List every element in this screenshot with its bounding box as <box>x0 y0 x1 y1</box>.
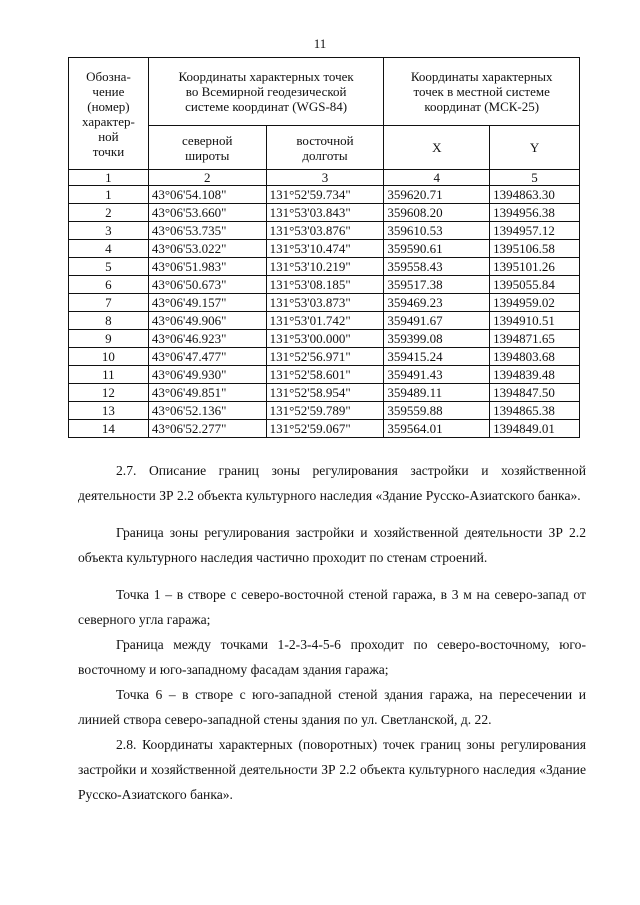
header-longitude: восточной долготы <box>266 126 384 170</box>
x-cell: 359489.11 <box>384 384 490 402</box>
longitude-cell: 131°52'59.734" <box>266 186 384 204</box>
latitude-cell: 43°06'49.906" <box>148 312 266 330</box>
longitude-cell: 131°52'59.067" <box>266 420 384 438</box>
latitude-cell: 43°06'47.477" <box>148 348 266 366</box>
y-cell: 1394957.12 <box>490 222 580 240</box>
x-cell: 359491.43 <box>384 366 490 384</box>
table-row <box>69 384 580 402</box>
longitude-cell: 131°53'00.000" <box>266 330 384 348</box>
table-row <box>69 330 580 348</box>
y-cell: 1394871.65 <box>490 330 580 348</box>
longitude-cell: 131°52'56.971" <box>266 348 384 366</box>
x-cell: 359399.08 <box>384 330 490 348</box>
y-cell: 1395101.26 <box>490 258 580 276</box>
x-cell: 359608.20 <box>384 204 490 222</box>
header-wgs84-group: Координаты характерных точек во Всемирной геодезической системе координат (WGS-84) <box>148 58 384 126</box>
paragraph-point-6: Точка 6 – в створе с юго-западной стеной здания гаража, на пересечении и линией створа северо-западной стены здания по ул. Светланской, д. 22. <box>78 687 586 727</box>
latitude-cell: 43°06'49.157" <box>148 294 266 312</box>
point-number-cell: 8 <box>69 312 149 330</box>
longitude-cell: 131°53'10.474" <box>266 240 384 258</box>
x-cell: 359558.43 <box>384 258 490 276</box>
longitude-cell: 131°53'08.185" <box>266 276 384 294</box>
longitude-cell: 131°52'59.789" <box>266 402 384 420</box>
table-row <box>69 186 580 204</box>
column-index-row <box>69 170 580 186</box>
longitude-cell: 131°52'58.954" <box>266 384 384 402</box>
latitude-cell: 43°06'51.983" <box>148 258 266 276</box>
point-number-cell: 1 <box>69 186 149 204</box>
point-number-cell: 10 <box>69 348 149 366</box>
paragraph-2-8: 2.8. Координаты характерных (поворотных) точек границ зоны регулирования застройки и хозяйственной деятельности ЗР 2.2 объекта культурного наследия «Здание Русско-Азиатского банка». <box>78 737 586 802</box>
x-cell: 359590.61 <box>384 240 490 258</box>
table-row <box>69 420 580 438</box>
column-index: 1 <box>69 170 149 186</box>
point-number-cell: 13 <box>69 402 149 420</box>
table-row <box>69 204 580 222</box>
y-cell: 1394959.02 <box>490 294 580 312</box>
paragraph-boundary: Граница зоны регулирования застройки и хозяйственной деятельности ЗР 2.2 объекта культурного наследия частично проходит по стенам строений. <box>78 525 586 565</box>
point-number-cell: 5 <box>69 258 149 276</box>
latitude-cell: 43°06'50.673" <box>148 276 266 294</box>
header-designation: Обозна- чение (номер) характер- ной точки <box>69 58 149 170</box>
table-row <box>69 348 580 366</box>
x-cell: 359559.88 <box>384 402 490 420</box>
longitude-cell: 131°53'03.876" <box>266 222 384 240</box>
paragraph-points-1-6: Граница между точками 1-2-3-4-5-6 проходит по северо-восточному, юго-восточному и юго-западному фасадам здания гаража; <box>78 637 586 677</box>
point-number-cell: 12 <box>69 384 149 402</box>
table-row <box>69 294 580 312</box>
table-row <box>69 366 580 384</box>
table-row <box>69 276 580 294</box>
table-row <box>69 222 580 240</box>
latitude-cell: 43°06'49.930" <box>148 366 266 384</box>
point-number-cell: 6 <box>69 276 149 294</box>
x-cell: 359491.67 <box>384 312 490 330</box>
latitude-cell: 43°06'52.136" <box>148 402 266 420</box>
table-row <box>69 402 580 420</box>
point-number-cell: 2 <box>69 204 149 222</box>
latitude-cell: 43°06'53.022" <box>148 240 266 258</box>
latitude-cell: 43°06'53.735" <box>148 222 266 240</box>
column-index: 5 <box>490 170 580 186</box>
body-text <box>78 458 586 807</box>
latitude-cell: 43°06'52.277" <box>148 420 266 438</box>
column-index: 2 <box>148 170 266 186</box>
y-cell: 1394956.38 <box>490 204 580 222</box>
header-latitude: северной широты <box>148 126 266 170</box>
coordinates-body <box>69 186 580 438</box>
latitude-cell: 43°06'49.851" <box>148 384 266 402</box>
header-x: X <box>384 126 490 170</box>
y-cell: 1394863.30 <box>490 186 580 204</box>
x-cell: 359564.01 <box>384 420 490 438</box>
x-cell: 359469.23 <box>384 294 490 312</box>
y-cell: 1394803.68 <box>490 348 580 366</box>
longitude-cell: 131°52'58.601" <box>266 366 384 384</box>
x-cell: 359620.71 <box>384 186 490 204</box>
point-number-cell: 14 <box>69 420 149 438</box>
paragraph-point-1: Точка 1 – в створе с северо-восточной стеной гаража, в 3 м на северо-запад от северного угла гаража; <box>78 587 586 627</box>
longitude-cell: 131°53'01.742" <box>266 312 384 330</box>
y-cell: 1395106.58 <box>490 240 580 258</box>
y-cell: 1395055.84 <box>490 276 580 294</box>
latitude-cell: 43°06'54.108" <box>148 186 266 204</box>
table-row <box>69 312 580 330</box>
paragraph-2-7: 2.7. Описание границ зоны регулирования застройки и хозяйственной деятельности ЗР 2.2 объекта культурного наследия «Здание Русско-Азиатского банка». <box>78 463 586 503</box>
table-row <box>69 258 580 276</box>
latitude-cell: 43°06'53.660" <box>148 204 266 222</box>
column-index: 3 <box>266 170 384 186</box>
y-cell: 1394839.48 <box>490 366 580 384</box>
header-y: Y <box>490 126 580 170</box>
page-number: 11 <box>313 36 327 51</box>
column-index: 4 <box>384 170 490 186</box>
y-cell: 1394910.51 <box>490 312 580 330</box>
longitude-cell: 131°53'03.843" <box>266 204 384 222</box>
x-cell: 359415.24 <box>384 348 490 366</box>
y-cell: 1394849.01 <box>490 420 580 438</box>
x-cell: 359610.53 <box>384 222 490 240</box>
header-msk25-group: Координаты характерных точек в местной системе координат (МСК-25) <box>384 58 580 126</box>
point-number-cell: 4 <box>69 240 149 258</box>
longitude-cell: 131°53'10.219" <box>266 258 384 276</box>
point-number-cell: 3 <box>69 222 149 240</box>
point-number-cell: 9 <box>69 330 149 348</box>
point-number-cell: 11 <box>69 366 149 384</box>
table-row <box>69 240 580 258</box>
y-cell: 1394847.50 <box>490 384 580 402</box>
latitude-cell: 43°06'46.923" <box>148 330 266 348</box>
coordinates-table <box>68 57 580 438</box>
point-number-cell: 7 <box>69 294 149 312</box>
longitude-cell: 131°53'03.873" <box>266 294 384 312</box>
y-cell: 1394865.38 <box>490 402 580 420</box>
x-cell: 359517.38 <box>384 276 490 294</box>
